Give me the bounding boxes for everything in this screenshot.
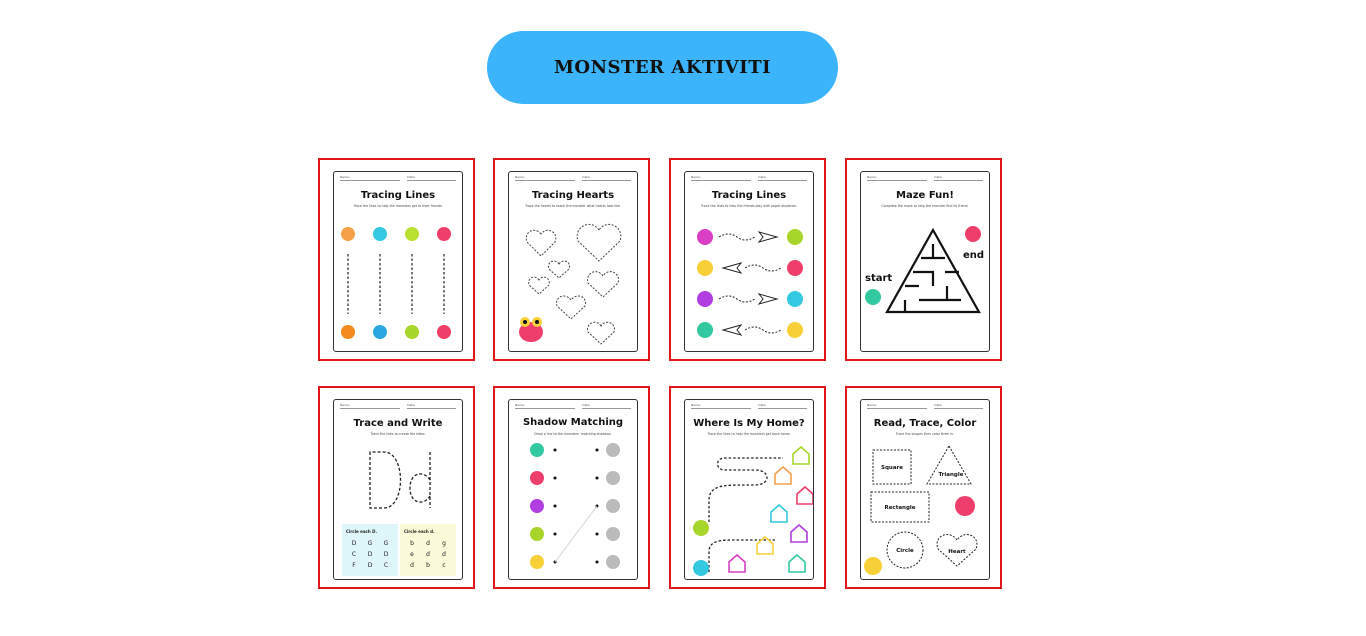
letter-cell: b [410, 540, 414, 547]
name-label: Name: [515, 403, 575, 409]
name-label: Name: [340, 403, 400, 409]
worksheet-card-tracing-lines[interactable] [318, 158, 475, 361]
letter-cell: D [367, 551, 373, 558]
monster-icon [865, 226, 981, 305]
worksheet-page [508, 171, 638, 352]
worksheet-card-where-is-my-home[interactable] [669, 386, 826, 589]
worksheet-card-tracing-hearts[interactable] [493, 158, 650, 361]
name-label: Name: [867, 175, 927, 181]
worksheet-title: Maze Fun! [896, 190, 954, 201]
worksheet-page [860, 399, 990, 580]
letter-cell: G [383, 540, 389, 547]
worksheet-instructions: Trace the lines to create the letter. [370, 432, 426, 436]
date-label: Date: [407, 175, 456, 181]
date-label: Date: [582, 403, 631, 409]
monster-icon [341, 227, 451, 339]
where-is-my-home-illustration [685, 440, 814, 580]
worksheet-card-tracing-lines-airplanes[interactable] [669, 158, 826, 361]
date-label: Date: [934, 403, 983, 409]
monster-aktiviti-button[interactable] [487, 31, 838, 104]
worksheet-instructions: Draw a line to the monsters' matching shadows. [534, 432, 612, 436]
monster-icon [519, 317, 543, 342]
worksheet-page [333, 171, 463, 352]
letter-cell: D [383, 551, 389, 558]
worksheet-title: Tracing Hearts [531, 190, 615, 201]
worksheet-page [684, 399, 814, 580]
tracing-lines-illustration [334, 212, 463, 352]
dashed-path [709, 458, 783, 572]
worksheet-title: Where Is My Home? [693, 418, 805, 429]
name-label: Name: [867, 403, 927, 409]
name-label: Name: [691, 403, 751, 409]
worksheet-card-maze-fun[interactable] [845, 158, 1002, 361]
circle-lowercase-box [400, 524, 456, 576]
date-label: Date: [407, 403, 456, 409]
shadow-matching-illustration [509, 440, 638, 580]
paper-airplane-icon [723, 232, 777, 335]
worksheet-title: Read, Trace, Color [873, 418, 977, 429]
square-label: Square [881, 465, 903, 471]
worksheet-title: Tracing Lines [360, 190, 436, 201]
letter-cell: C [351, 551, 357, 558]
triangle-maze [887, 230, 979, 312]
letter-cell: C [383, 562, 389, 569]
airplane-tracing-illustration [685, 212, 814, 352]
maze-illustration [861, 212, 990, 352]
date-label: Date: [582, 175, 631, 181]
worksheet-page [333, 399, 463, 580]
monster-icon [693, 520, 709, 576]
name-label: Name: [691, 175, 751, 181]
worksheet-title: Shadow Matching [522, 417, 624, 428]
maze-end-label: end [963, 250, 985, 261]
letter-cell: F [352, 562, 356, 569]
dashed-trace-lines [348, 254, 444, 314]
worksheet-instructions: Complete the maze to help the monster find its friend. [881, 204, 969, 208]
triangle-shape [927, 446, 971, 484]
circle-label: Circle [896, 548, 914, 554]
worksheet-instructions: Trace the lines to help the monsters get to their friends. [353, 204, 443, 208]
worksheet-page [684, 171, 814, 352]
letter-cell: b [426, 562, 430, 569]
worksheet-instructions: Trace the hearts to teach the monster what hearts look like. [525, 204, 621, 208]
maze-start-label: start [865, 273, 893, 284]
circle-uppercase-box [342, 524, 398, 576]
name-label: Name: [340, 175, 400, 181]
circle-lowercase-label: Circle each d. [404, 529, 435, 534]
house-icon [729, 447, 813, 572]
worksheet-title: Tracing Lines [711, 190, 787, 201]
letter-cell: d [442, 551, 446, 558]
monster-icon [697, 229, 803, 338]
letter-cell: D [351, 540, 357, 547]
date-label: Date: [934, 175, 983, 181]
shapes-illustration [861, 440, 990, 580]
page-title: MONSTER AKTIVITI [553, 57, 772, 78]
worksheet-page [508, 399, 638, 580]
letter-cell: d [410, 562, 414, 569]
heart-label: Heart [948, 549, 966, 555]
letter-cell: d [426, 551, 430, 558]
circle-uppercase-label: Circle each D. [346, 529, 377, 534]
monster-icon [864, 496, 975, 575]
letter-cell: e [410, 551, 414, 558]
letter-cell: D [367, 562, 373, 569]
worksheet-card-read-trace-color[interactable] [845, 386, 1002, 589]
uppercase-letter-grid [346, 540, 394, 569]
lowercase-letter-grid [404, 540, 452, 569]
worksheet-instructions: Trace the lines to help the friends play with paper airplanes. [701, 204, 797, 208]
date-label: Date: [758, 175, 807, 181]
letter-cell: G [367, 540, 373, 547]
name-label: Name: [515, 175, 575, 181]
dashed-trace-lines [719, 234, 781, 333]
worksheet-page [860, 171, 990, 352]
worksheet-title: Trace and Write [353, 418, 443, 429]
date-label: Date: [758, 403, 807, 409]
worksheet-card-trace-and-write[interactable] [318, 386, 475, 589]
worksheet-instructions: Trace the shapes then color them in. [895, 432, 955, 436]
monster-icon [530, 443, 544, 569]
letter-cell: d [426, 540, 430, 547]
worksheet-instructions: Trace the lines to help the monsters get back home. [707, 432, 791, 436]
letter-cell: g [442, 540, 446, 547]
rectangle-label: Rectangle [884, 505, 916, 511]
tracing-hearts-illustration [509, 212, 638, 352]
triangle-label: Triangle [938, 472, 964, 478]
letter-cell: c [442, 562, 446, 569]
worksheet-card-shadow-matching[interactable] [493, 386, 650, 589]
shadow-icon [606, 443, 620, 569]
